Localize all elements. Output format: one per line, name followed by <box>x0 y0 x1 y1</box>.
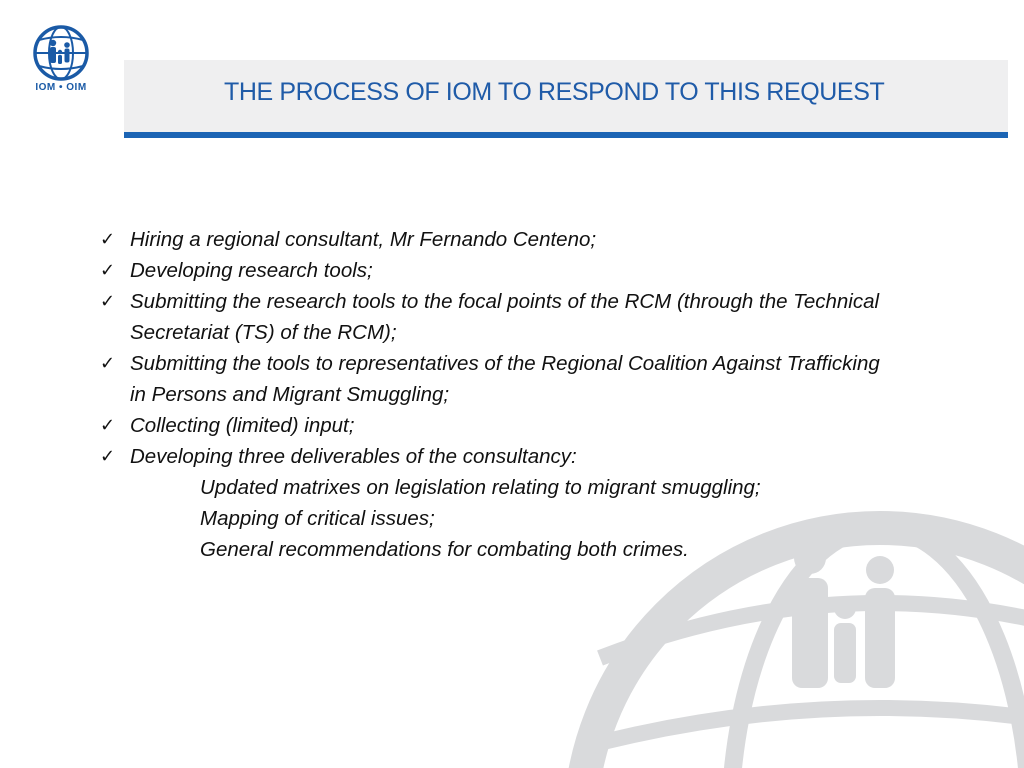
list-item <box>98 410 888 441</box>
list-item <box>98 441 888 472</box>
process-list <box>98 224 888 565</box>
sub-item: Mapping of critical issues; <box>200 507 435 530</box>
list-item <box>98 348 888 410</box>
sub-item: General recommendations for combating both crimes. <box>200 538 689 561</box>
list-item-text: Submitting the tools to representatives of the Regional Coalition Against Trafficking in Persons and Migrant Smuggling; <box>130 352 880 406</box>
list-item <box>98 286 888 348</box>
iom-logo <box>28 24 100 104</box>
list-item-text: Hiring a regional consultant, Mr Fernando Centeno; <box>130 228 597 251</box>
list-item <box>98 224 888 255</box>
checkmark-icon: ✓ <box>100 260 116 281</box>
checkmark-icon: ✓ <box>100 353 116 374</box>
sub-item: Updated matrixes on legislation relating to migrant smuggling; <box>200 476 761 499</box>
header-rule <box>124 132 1008 138</box>
globe-family-icon <box>28 24 94 82</box>
list-item-text: Submitting the research tools to the focal points of the RCM (through the Technical Secretariat (TS) of the RCM); <box>130 290 880 344</box>
page-title: THE PROCESS OF IOM TO RESPOND TO THIS REQUEST <box>224 78 885 106</box>
logo-text: IOM • OIM <box>35 82 87 93</box>
checkmark-icon: ✓ <box>100 291 116 312</box>
list-item-text: Developing three deliverables of the consultancy: <box>130 445 577 468</box>
checkmark-icon: ✓ <box>100 415 116 436</box>
list-item-text: Collecting (limited) input; <box>130 414 355 437</box>
checkmark-icon: ✓ <box>100 446 116 467</box>
checkmark-icon: ✓ <box>100 229 116 250</box>
list-item <box>98 255 888 286</box>
list-item-text: Developing research tools; <box>130 259 373 282</box>
